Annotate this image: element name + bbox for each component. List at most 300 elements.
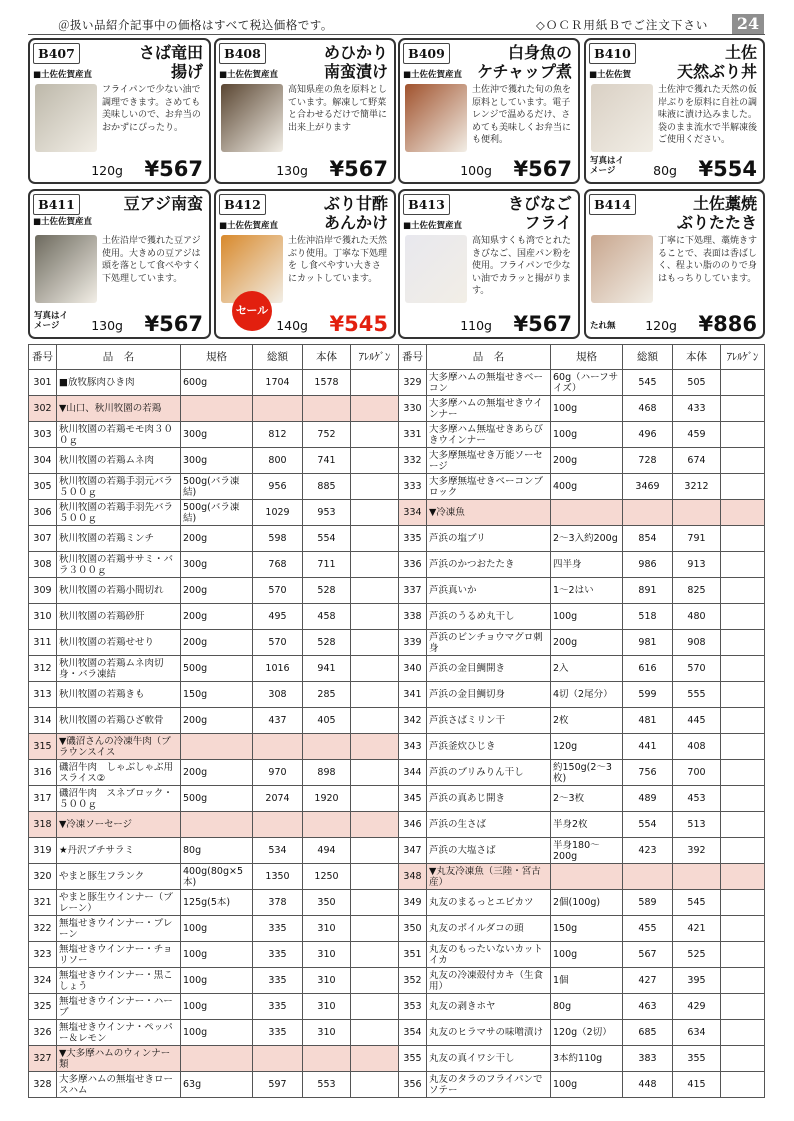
item-number: 309 (29, 578, 57, 604)
origin-label: ■土佐佐賀産直 (33, 217, 93, 227)
item-base (303, 1046, 351, 1072)
item-total (253, 1046, 303, 1072)
product-card (28, 189, 211, 339)
item-name (57, 864, 181, 890)
item-total: 570 (253, 630, 303, 656)
item-base: 355 (673, 1046, 721, 1072)
item-allergy (721, 1072, 765, 1098)
item-name-text: 芦浜の生さば (429, 819, 487, 830)
item-total: 599 (623, 682, 673, 708)
item-number: 341 (399, 682, 427, 708)
item-total: 378 (253, 890, 303, 916)
col-total: 総額 (623, 345, 673, 370)
item-base: 429 (673, 994, 721, 1020)
table-row (29, 838, 399, 864)
product-description: 高知県産の魚を原料としています。解凍して野菜と合わせるだけで簡単に出来上がります (288, 85, 388, 133)
item-total: 463 (623, 994, 673, 1020)
item-total: 854 (623, 526, 673, 552)
item-name-text: 無塩せきウインナー・チョリソー (59, 943, 173, 966)
table-row (399, 942, 765, 968)
table-row (399, 786, 765, 812)
item-allergy (721, 448, 765, 474)
product-title (139, 43, 203, 81)
item-allergy (721, 500, 765, 526)
item-spec (551, 812, 623, 838)
item-number: 343 (399, 734, 427, 760)
item-name (427, 396, 551, 422)
item-total: 1350 (253, 864, 303, 890)
item-number: 329 (399, 370, 427, 396)
item-base: 545 (673, 890, 721, 916)
item-allergy (351, 604, 399, 630)
product-weight: 100g (460, 163, 492, 178)
item-number: 348 (399, 864, 427, 890)
item-name-text: 無塩せきウインナー・黒こしょう (59, 969, 173, 992)
item-spec-text: 500g(バラ凍結) (183, 501, 240, 524)
item-spec (551, 370, 623, 396)
product-code: B414 (589, 194, 636, 215)
item-base: 898 (303, 760, 351, 786)
item-total: 1029 (253, 500, 303, 526)
product-title-line1: さば竜田 (138, 43, 203, 62)
item-allergy (721, 630, 765, 656)
item-name (57, 604, 181, 630)
item-name-text: 磯沼牛肉 スネブロック・５００ｇ (59, 787, 173, 810)
item-base: 554 (303, 526, 351, 552)
item-name-text: 大多摩ハム無塩せきあらびきウインナー (429, 423, 544, 446)
item-total: 496 (623, 422, 673, 448)
item-base (673, 500, 721, 526)
image-note: たれ無 (590, 321, 616, 331)
item-base: 350 (303, 890, 351, 916)
product-photo (591, 235, 653, 303)
item-spec-text: 200g (553, 637, 578, 648)
product-price: ¥567 (144, 157, 203, 181)
item-base: 941 (303, 656, 351, 682)
item-base: 525 (673, 942, 721, 968)
item-allergy (351, 890, 399, 916)
item-spec-text: 200g (183, 637, 208, 648)
item-spec-text: 300g (183, 429, 208, 440)
product-description: 高知県すくも湾でとれたきびなご、国産パン粉を使用。フライパンで少ない油でカラッと揚がります。 (472, 236, 572, 296)
item-base: 415 (673, 1072, 721, 1098)
item-base: 310 (303, 994, 351, 1020)
item-total: 589 (623, 890, 673, 916)
item-base: 908 (673, 630, 721, 656)
item-total: 800 (253, 448, 303, 474)
item-allergy (351, 448, 399, 474)
item-total: 956 (253, 474, 303, 500)
table-row (29, 370, 399, 396)
product-title (508, 194, 572, 232)
item-name-text: ▼山口、秋川牧園の若鶏 (59, 403, 162, 414)
item-base: 310 (303, 942, 351, 968)
item-base: 480 (673, 604, 721, 630)
item-name (427, 552, 551, 578)
product-card (214, 189, 396, 339)
item-number: 322 (29, 916, 57, 942)
item-base: 1920 (303, 786, 351, 812)
item-spec-text: 600g (183, 377, 208, 388)
item-total: 335 (253, 1020, 303, 1046)
item-base: 555 (673, 682, 721, 708)
table-row (29, 604, 399, 630)
item-allergy (351, 1072, 399, 1098)
table-row (29, 526, 399, 552)
item-base: 513 (673, 812, 721, 838)
table-row (399, 994, 765, 1020)
item-name-text: 秋川牧園の若鶏きも (59, 689, 145, 700)
item-spec-text: 60g（ハーフサイズ） (553, 371, 619, 394)
item-name-text: 秋川牧園の若鶏せせり (59, 637, 155, 648)
item-name (427, 812, 551, 838)
item-spec-text: 125g(5本) (183, 897, 231, 908)
item-number: 312 (29, 656, 57, 682)
item-name-text: 秋川牧園の若鶏ムネ肉切身・バラ凍結 (59, 657, 164, 680)
item-number: 308 (29, 552, 57, 578)
item-allergy (351, 422, 399, 448)
table-row (29, 786, 399, 812)
product-weight: 140g (276, 318, 308, 333)
item-spec (181, 760, 253, 786)
item-number: 350 (399, 916, 427, 942)
item-name (57, 578, 181, 604)
item-spec-text: 3本約110g (553, 1053, 603, 1064)
item-spec-text: 300g (183, 559, 208, 570)
item-number: 302 (29, 396, 57, 422)
item-spec-text: 1～2はい (553, 585, 594, 596)
item-number: 330 (399, 396, 427, 422)
item-name (57, 1046, 181, 1072)
item-allergy (721, 708, 765, 734)
table-row (399, 734, 765, 760)
section-row (29, 734, 399, 760)
item-spec-text: 80g (183, 845, 202, 856)
product-card (398, 189, 580, 339)
table-row (29, 864, 399, 890)
item-name (57, 760, 181, 786)
item-name-text: ▼磯沼さんの冷凍牛肉（ブラウンスイス (59, 735, 171, 758)
item-number: 321 (29, 890, 57, 916)
col-name: 品 名 (57, 345, 181, 370)
item-name-text: 芦浜のビンチョウマグロ刺身 (429, 631, 543, 654)
item-spec-text: 100g (183, 975, 208, 986)
product-title-line1: 土佐藁焼 (692, 194, 757, 213)
item-name (427, 422, 551, 448)
image-note: 写真はイメージ (34, 311, 69, 331)
item-name-text: 丸友のもったいないカットイカ (429, 943, 543, 966)
item-name (427, 370, 551, 396)
item-name (427, 1020, 551, 1046)
item-name (57, 994, 181, 1020)
item-spec (181, 916, 253, 942)
item-name-text: 芦浜釜炊ひじき (429, 741, 496, 752)
product-code: B411 (33, 194, 80, 215)
item-base: 553 (303, 1072, 351, 1098)
section-row (399, 500, 765, 526)
item-number: 347 (399, 838, 427, 864)
item-number: 333 (399, 474, 427, 500)
table-row (399, 682, 765, 708)
origin-label: ■土佐佐賀 (589, 70, 632, 80)
item-base: 395 (673, 968, 721, 994)
item-spec (181, 500, 253, 526)
product-description: フライパンで少ない油で調理できます。さめても美味しいので、お弁当のおかずにぴったり。 (102, 85, 201, 133)
item-spec (181, 864, 253, 890)
item-name (427, 968, 551, 994)
col-total: 総額 (253, 345, 303, 370)
item-allergy (351, 630, 399, 656)
item-spec (551, 786, 623, 812)
item-allergy (351, 942, 399, 968)
item-spec-text: 80g (553, 1001, 572, 1012)
item-name-text: 無塩せきウインナ・ペッパー＆レモン (59, 1021, 173, 1044)
item-name (427, 448, 551, 474)
table-row (29, 1020, 399, 1046)
item-spec-text: 約150g(2～3枚) (553, 761, 612, 784)
col-base: 本体 (673, 345, 721, 370)
item-spec-text: 100g (553, 949, 578, 960)
item-base: 408 (673, 734, 721, 760)
item-name (57, 474, 181, 500)
col-spec: 規格 (181, 345, 253, 370)
item-number: 325 (29, 994, 57, 1020)
item-total: 423 (623, 838, 673, 864)
product-weight: 120g (645, 318, 677, 333)
item-number: 344 (399, 760, 427, 786)
item-base: 3212 (673, 474, 721, 500)
item-base (303, 396, 351, 422)
item-total: 685 (623, 1020, 673, 1046)
item-name-text: 丸友のまるっとエビカツ (429, 897, 534, 908)
product-title-line2: ぶりたたき (676, 213, 757, 232)
item-spec (551, 994, 623, 1020)
item-name (57, 552, 181, 578)
item-name-text: 芦浜の金目鯛開き (429, 663, 506, 674)
image-note: 写真はイメージ (590, 156, 625, 176)
product-description: 土佐沖で獲れた天然の仮岸ぶりを原料に自社の調味液に漬け込みました。袋のまま流水で半解凍後ご使用ください。 (658, 85, 758, 145)
product-price: ¥545 (329, 312, 388, 336)
item-base: 825 (673, 578, 721, 604)
item-name (427, 994, 551, 1020)
item-name-text: 秋川牧園の若鶏モモ肉３００ｇ (59, 423, 174, 446)
product-title-line1: めひかり (323, 43, 388, 62)
item-name (57, 1072, 181, 1098)
item-number: 337 (399, 578, 427, 604)
item-spec (551, 500, 623, 526)
item-number: 323 (29, 942, 57, 968)
item-name (57, 500, 181, 526)
item-base: 570 (673, 656, 721, 682)
item-spec (551, 1046, 623, 1072)
item-base: 1250 (303, 864, 351, 890)
item-spec (551, 474, 623, 500)
item-number: 352 (399, 968, 427, 994)
item-spec (551, 396, 623, 422)
item-allergy (351, 968, 399, 994)
item-allergy (721, 370, 765, 396)
item-total: 1704 (253, 370, 303, 396)
table-row (29, 578, 399, 604)
item-name (57, 682, 181, 708)
item-name (427, 916, 551, 942)
item-spec-text: 200g (183, 533, 208, 544)
item-total: 1016 (253, 656, 303, 682)
header-divider (28, 34, 765, 35)
item-base: 405 (303, 708, 351, 734)
origin-label: ■土佐佐賀産直 (33, 70, 93, 80)
item-spec (551, 552, 623, 578)
item-name (57, 422, 181, 448)
product-code: B413 (403, 194, 450, 215)
item-name-text: 芦浜のブリみりん干し (429, 767, 524, 778)
item-name (57, 656, 181, 682)
item-total: 812 (253, 422, 303, 448)
sale-badge: セール (232, 291, 272, 331)
item-allergy (721, 1020, 765, 1046)
product-photo (405, 84, 467, 152)
item-allergy (351, 786, 399, 812)
item-number: 301 (29, 370, 57, 396)
item-total: 308 (253, 682, 303, 708)
product-title-line1: 白身魚の (507, 43, 572, 62)
item-total: 335 (253, 994, 303, 1020)
table-row (399, 474, 765, 500)
item-number: 353 (399, 994, 427, 1020)
item-number: 356 (399, 1072, 427, 1098)
item-name (57, 448, 181, 474)
item-spec-text: 200g (183, 585, 208, 596)
product-title-line2: フライ (524, 213, 572, 232)
item-total: 335 (253, 916, 303, 942)
item-spec (181, 552, 253, 578)
item-number: 346 (399, 812, 427, 838)
product-code: B408 (219, 43, 266, 64)
item-total: 616 (623, 656, 673, 682)
table-row (399, 812, 765, 838)
product-photo (35, 84, 97, 152)
item-total: 768 (253, 552, 303, 578)
item-name (427, 474, 551, 500)
item-spec (181, 448, 253, 474)
item-name-text: 秋川牧園の若鶏ムネ肉 (59, 455, 155, 466)
item-base (303, 734, 351, 760)
product-title-line1: 土佐 (724, 43, 757, 62)
product-photo (591, 84, 653, 152)
item-allergy (721, 812, 765, 838)
item-spec (181, 682, 253, 708)
table-row (399, 1046, 765, 1072)
product-price: ¥554 (698, 157, 757, 181)
origin-label: ■土佐佐賀産直 (219, 221, 279, 231)
item-number: 345 (399, 786, 427, 812)
table-row (399, 396, 765, 422)
item-spec-text: 100g (183, 1027, 208, 1038)
item-name-text: 秋川牧園の若鶏手羽先バラ５００ｇ (59, 501, 174, 524)
item-name (427, 1072, 551, 1098)
item-name (427, 656, 551, 682)
item-spec (551, 656, 623, 682)
item-name (57, 370, 181, 396)
item-name-text: 秋川牧園の若鶏ひざ軟骨 (59, 715, 164, 726)
table-row (399, 526, 765, 552)
item-name (57, 734, 181, 760)
table-row (29, 656, 399, 682)
item-spec (551, 734, 623, 760)
item-allergy (721, 864, 765, 890)
item-allergy (721, 734, 765, 760)
item-spec (181, 708, 253, 734)
item-spec (551, 916, 623, 942)
item-allergy (351, 396, 399, 422)
item-total: 981 (623, 630, 673, 656)
product-description: 丁寧に下処理、藁焼きすることで、表面は香ばしく、程よい脂ののりで身はもっちりしています。 (658, 236, 758, 284)
product-title-line2: ケチャップ煮 (477, 62, 572, 81)
item-spec-text: 100g (553, 1079, 578, 1090)
table-row (399, 760, 765, 786)
page-number: 24 (732, 14, 764, 34)
product-weight: 130g (276, 163, 308, 178)
item-spec-text: 1個 (553, 975, 569, 986)
item-allergy (721, 578, 765, 604)
item-base: 700 (673, 760, 721, 786)
item-number: 303 (29, 422, 57, 448)
item-spec (181, 604, 253, 630)
item-allergy (721, 474, 765, 500)
item-name-text: 芦浜さばミリン干 (429, 715, 506, 726)
product-title-line2: あんかけ (323, 213, 388, 232)
item-allergy (351, 864, 399, 890)
item-allergy (351, 916, 399, 942)
item-spec (181, 578, 253, 604)
item-name (427, 526, 551, 552)
item-spec (181, 994, 253, 1020)
item-spec-text: 400g (553, 481, 578, 492)
product-photo (405, 235, 467, 303)
item-name-text: 大多摩ハムの無塩せきウインナー (429, 397, 543, 420)
section-row (399, 864, 765, 890)
item-base (673, 864, 721, 890)
product-card (214, 38, 396, 184)
item-allergy (721, 604, 765, 630)
item-spec-text: 4切（2尾分） (553, 689, 613, 700)
item-base: 421 (673, 916, 721, 942)
item-name-text: 大多摩無塩せきベーコンブロック (429, 475, 544, 498)
item-allergy (351, 838, 399, 864)
origin-label: ■土佐佐賀産直 (403, 221, 463, 231)
item-name-text: ★丹沢プチサラミ (59, 845, 135, 856)
item-base: 433 (673, 396, 721, 422)
item-name-text: 丸友の冷凍殻付カキ（生食用） (429, 969, 544, 992)
item-spec-text: 150g (183, 689, 208, 700)
item-base: 310 (303, 916, 351, 942)
item-allergy (351, 1046, 399, 1072)
item-spec-text: 200g (553, 455, 578, 466)
product-card (398, 38, 580, 184)
table-row (399, 890, 765, 916)
item-spec (551, 1072, 623, 1098)
item-name-text: ▼丸友冷凍魚（三陸・宮古産） (429, 865, 541, 888)
product-code: B410 (589, 43, 636, 64)
item-allergy (351, 760, 399, 786)
item-name (427, 500, 551, 526)
item-spec-text: 100g (183, 1001, 208, 1012)
item-spec-text: 2入 (553, 663, 569, 674)
item-number: 313 (29, 682, 57, 708)
item-allergy (351, 812, 399, 838)
item-number: 332 (399, 448, 427, 474)
item-base: 310 (303, 1020, 351, 1046)
